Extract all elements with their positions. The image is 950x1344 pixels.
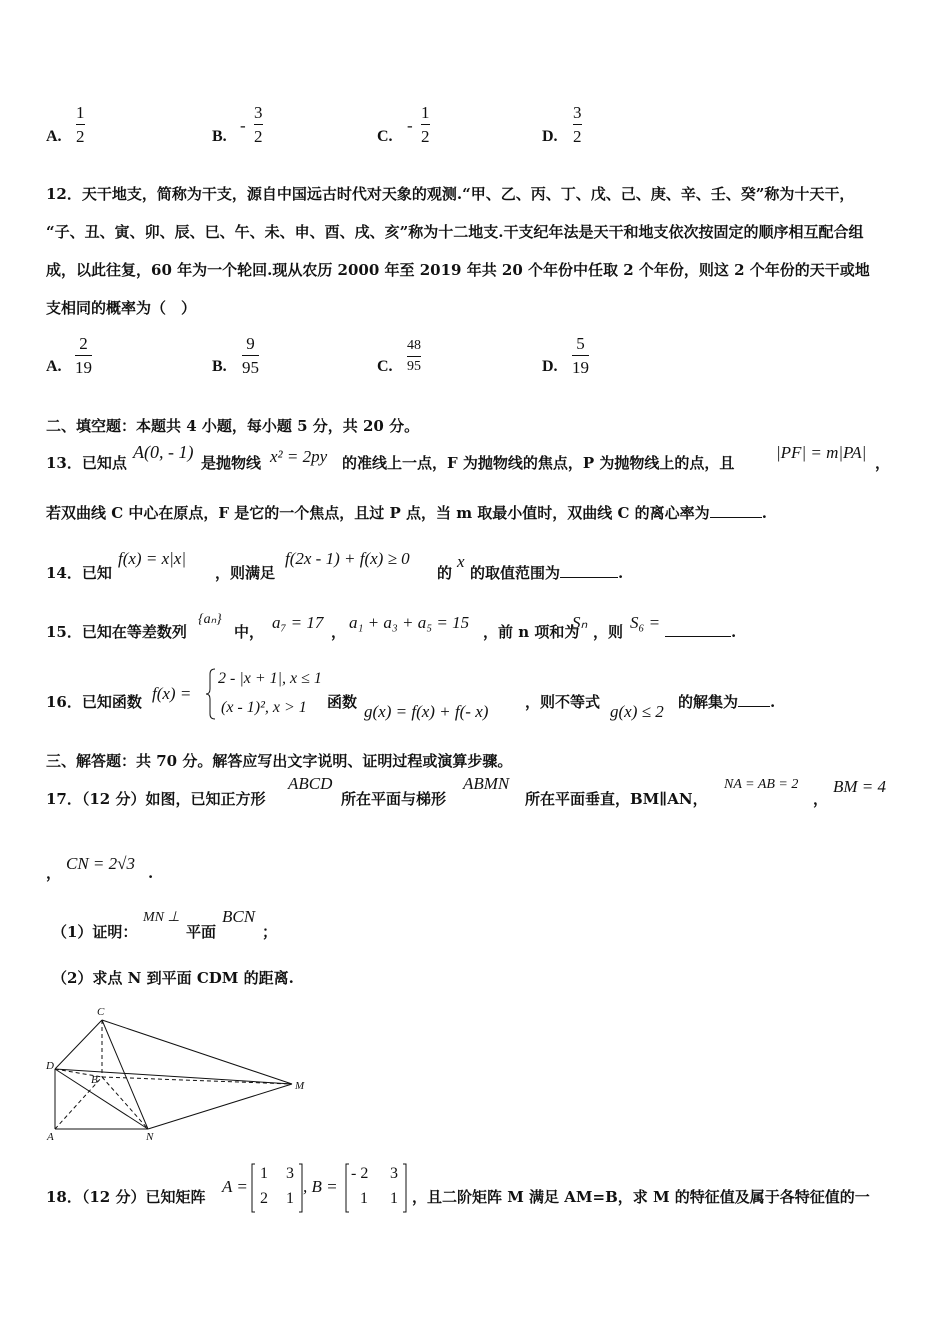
q11-option-b-fraction: 3 2 — [254, 103, 263, 146]
q13-line-2: 若双曲线 C 中心在原点，F 是它的一个焦点，且过 P 点，当 m 取最小值时，双曲线 C 的离心率为 . — [46, 504, 767, 522]
q12-line-4: 支相同的概率为（ ） — [46, 299, 197, 317]
q15-sequence: {aₙ} — [198, 612, 222, 627]
q14-intro: 14．已知 — [46, 564, 112, 582]
q17-figure — [40, 1002, 320, 1148]
q12-option-c-label: C. — [377, 358, 393, 375]
q16-intro: 16．已知函数 — [46, 693, 142, 711]
q15-sn: Sₙ — [572, 613, 588, 632]
q13-point-a: A(0, - 1) — [133, 442, 194, 462]
q15-blank-line: . — [665, 622, 736, 642]
q16-brace — [206, 668, 216, 720]
q12-option-a-fraction: 2 19 — [75, 334, 92, 377]
q11-option-c-fraction: 1 2 — [421, 103, 430, 146]
q16-case-1: 2 - |x + 1|, x ≤ 1 — [218, 670, 322, 687]
q14-variable: x — [457, 552, 465, 571]
q13-text-4: ， — [875, 454, 891, 472]
q14-inequality: f(2x - 1) + f(x) ≥ 0 — [285, 549, 410, 568]
q14-function: f(x) = x|x| — [118, 549, 186, 568]
q14-answer-blank[interactable] — [560, 563, 618, 578]
q13-text-2: 是抛物线 — [201, 454, 262, 472]
q11-option-d-fraction: 3 2 — [573, 103, 582, 146]
q17-part-1-label: （1）证明： — [52, 923, 138, 941]
q18-b-label: , B = — [303, 1177, 338, 1196]
q11-option-b-label: B. — [212, 128, 227, 145]
q14-text-4: 的取值范围为 . — [470, 564, 624, 582]
figure-label-a: A — [47, 1131, 54, 1143]
q15-sum: a₁ + a₃ + a₅ = 15 — [349, 613, 470, 632]
q11-option-a-fraction: 1 2 — [76, 103, 85, 146]
q15-intro: 15．已知在等差数列 — [46, 623, 187, 641]
q14-text-2: ，则满足 — [215, 564, 276, 582]
figure-label-c: C — [97, 1006, 105, 1018]
q13-text-3: 的准线上一点，F 为抛物线的焦点，P 为抛物线上的点，且 — [342, 454, 735, 472]
q17-mn-perp: MN ⊥ — [143, 910, 180, 925]
q17-figure-svg — [40, 1002, 320, 1148]
q17-text-3: 所在平面垂直，BM∥AN， — [525, 790, 708, 808]
q12-option-a-label: A. — [46, 358, 62, 375]
matrix-b-r2c1: 1 — [360, 1190, 368, 1207]
section-3-heading: 三、解答题：共 70 分。解答应写出文字说明、证明过程或演算步骤。 — [46, 752, 513, 770]
q11-option-d-label: D. — [542, 128, 558, 145]
q11-option-a-label: A. — [46, 128, 62, 145]
q16-answer-blank[interactable] — [738, 692, 770, 707]
q16-case-2: (x - 1)², x > 1 — [221, 699, 307, 716]
q15-text-4: ，前 n 项和为 — [483, 623, 580, 641]
matrix-a-r2c2: 1 — [286, 1190, 294, 1207]
q15-s6: S₆ = — [630, 613, 661, 632]
q17-dot: . — [148, 864, 154, 882]
q17-text-4: ， — [813, 790, 829, 808]
q16-text-3: ，则不等式 — [525, 693, 601, 711]
q16-text-4: 的解集为 . — [678, 693, 776, 711]
q17-bcn: BCN — [222, 907, 256, 926]
q18-matrix-b — [345, 1163, 407, 1213]
q15-text-5: ，则 — [593, 623, 624, 641]
q17-part-2: （2）求点 N 到平面 CDM 的距离. — [52, 969, 294, 987]
q17-bm: BM = 4 — [833, 777, 887, 796]
q18-text-2: ，且二阶矩阵 M 满足 AM=B，求 M 的特征值及属于各特征值的一 — [412, 1188, 870, 1206]
q16-fx: f(x) = — [152, 684, 192, 703]
q17-semicolon: ； — [262, 923, 278, 941]
q12-option-c-fraction: 48 95 — [407, 338, 421, 374]
matrix-a-r2c1: 2 — [260, 1190, 268, 1207]
q18-matrix-a — [251, 1163, 303, 1213]
q12-line-3: 成，以此往复，60 年为一个轮回.现从农历 2000 年至 2019 年共 20 个年份中任取 2 个年份，则这 2 个年份的天干或地 — [46, 261, 870, 279]
matrix-b-r1c1: - 2 — [351, 1165, 369, 1182]
matrix-b-r1c2: 3 — [390, 1165, 398, 1182]
q16-g-inequality: g(x) ≤ 2 — [610, 702, 664, 721]
q17-comma: ， — [46, 864, 62, 882]
q11-option-c-label: C. — [377, 128, 393, 145]
q17-na-ab: NA = AB = 2 — [724, 777, 799, 792]
q17-plane-word: 平面 — [186, 923, 217, 941]
q18-a-label: A = — [222, 1177, 248, 1196]
q12-option-d-label: D. — [542, 358, 558, 375]
figure-label-d: D — [46, 1060, 54, 1072]
q15-a7: a₇ = 17 — [272, 613, 324, 632]
q17-abmn: ABMN — [463, 774, 510, 793]
q16-text-2: 函数 — [327, 693, 358, 711]
q15-answer-blank[interactable] — [665, 622, 731, 637]
matrix-b-r2c2: 1 — [390, 1190, 398, 1207]
figure-label-n: N — [146, 1131, 154, 1143]
matrix-a-r1c2: 3 — [286, 1165, 294, 1182]
q13-parabola: x² = 2py — [270, 447, 328, 466]
q17-cn: CN = 2√3 — [66, 854, 135, 873]
q17-intro: 17．（12 分）如图，已知正方形 — [46, 790, 266, 808]
q13-answer-blank[interactable] — [710, 503, 762, 518]
matrix-a-r1c1: 1 — [260, 1165, 268, 1182]
figure-label-b: B — [91, 1074, 98, 1086]
q15-text-3: ， — [331, 623, 347, 641]
q11-option-b-sign: - — [240, 116, 246, 135]
section-2-heading: 二、填空题：本题共 4 小题，每小题 5 分，共 20 分。 — [46, 417, 420, 435]
q15-text-2: 中， — [234, 623, 265, 641]
q12-option-d-fraction: 5 19 — [572, 334, 589, 377]
q13-condition: |PF| = m|PA| — [776, 443, 867, 462]
q12-option-b-fraction: 9 95 — [242, 334, 259, 377]
q17-text-2: 所在平面与梯形 — [341, 790, 447, 808]
q11-option-c-sign: - — [407, 116, 413, 135]
q12-line-2: “子、丑、寅、卯、辰、巳、午、未、申、酉、戌、亥”称为十二地支.干支纪年法是天干和地支依次按固定的顺序相互配合组 — [46, 223, 864, 241]
q12-line-1: 12．天干地支，简称为干支，源自中国远古时代对天象的观测.“甲、乙、丙、丁、戊、己、庚、辛、壬、癸”称为十天干， — [46, 185, 855, 203]
figure-label-m: M — [295, 1080, 305, 1092]
q17-abcd: ABCD — [288, 774, 333, 793]
q14-text-3: 的 — [437, 564, 453, 582]
q16-g: g(x) = f(x) + f(- x) — [364, 702, 489, 721]
q13-intro: 13．已知点 — [46, 454, 127, 472]
q18-intro: 18．（12 分）已知矩阵 — [46, 1188, 206, 1206]
q12-option-b-label: B. — [212, 358, 227, 375]
